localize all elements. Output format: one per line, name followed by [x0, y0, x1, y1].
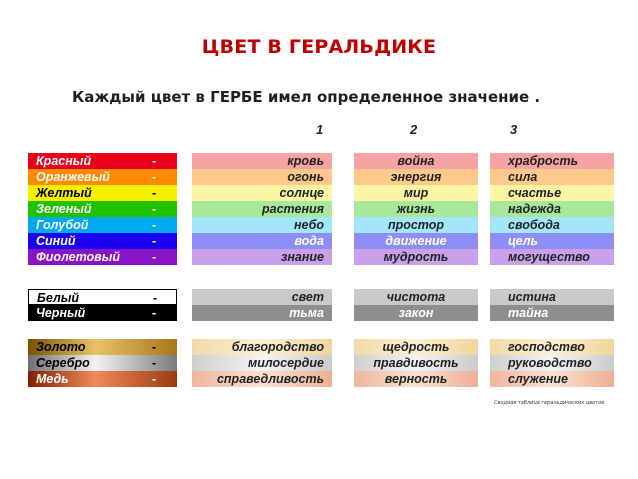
meaning-cell: свет	[192, 289, 332, 305]
color-name-label: Оранжевый	[36, 170, 110, 184]
group-1-color-name-column	[28, 153, 177, 265]
meaning-cell: жизнь	[354, 201, 478, 217]
color-name-label: Серебро	[36, 356, 90, 370]
color-name-label: Желтый	[36, 186, 92, 200]
meaning-cell: сила	[490, 169, 614, 185]
meaning-cell: кровь	[192, 153, 332, 169]
dash-separator: -	[152, 340, 157, 354]
meaning-cell: солнце	[192, 185, 332, 201]
meaning-cell: справедливость	[192, 371, 332, 387]
group-2-color-name-column	[28, 289, 177, 321]
meaning-cell: энергия	[354, 169, 478, 185]
meaning-cell: растения	[192, 201, 332, 217]
meaning-cell: тьма	[192, 305, 332, 321]
meaning-cell: милосердие	[192, 355, 332, 371]
meaning-cell: истина	[490, 289, 614, 305]
color-swatch	[28, 217, 177, 233]
dash-separator: -	[152, 250, 157, 264]
column-header-1: 1	[316, 122, 324, 137]
color-name-label: Синий	[36, 234, 76, 248]
dash-separator: -	[152, 306, 157, 320]
meaning-cell: простор	[354, 217, 478, 233]
color-name-label: Медь	[36, 372, 69, 386]
meaning-cell: могущество	[490, 249, 614, 265]
color-name-label: Золото	[36, 340, 86, 354]
group-3-meaning-3-column	[490, 339, 614, 387]
meaning-cell: щедрость	[354, 339, 478, 355]
dash-separator: -	[152, 372, 157, 386]
meaning-cell: небо	[192, 217, 332, 233]
meaning-cell: чистота	[354, 289, 478, 305]
meaning-cell: движение	[354, 233, 478, 249]
color-swatch	[28, 249, 177, 265]
meaning-cell: мир	[354, 185, 478, 201]
group-2-meaning-2-column	[354, 289, 478, 321]
meaning-cell: верность	[354, 371, 478, 387]
dash-separator: -	[153, 291, 158, 305]
meaning-cell: свобода	[490, 217, 614, 233]
dash-separator: -	[152, 234, 157, 248]
group-3-color-name-column	[28, 339, 177, 387]
meaning-cell: правдивость	[354, 355, 478, 371]
column-header-2: 2	[410, 122, 418, 137]
meaning-cell: огонь	[192, 169, 332, 185]
color-swatch	[28, 169, 177, 185]
group-1-meaning-3-column	[490, 153, 614, 265]
meaning-cell: счастье	[490, 185, 614, 201]
group-1-meaning-2-column	[354, 153, 478, 265]
color-name-label: Белый	[37, 291, 80, 305]
group-3-meaning-2-column	[354, 339, 478, 387]
color-name-label: Фиолетовый	[36, 250, 121, 264]
meaning-cell: знание	[192, 249, 332, 265]
group-1-meaning-1-column	[192, 153, 332, 265]
dash-separator: -	[152, 186, 157, 200]
dash-separator: -	[152, 170, 157, 184]
dash-separator: -	[152, 218, 157, 232]
color-swatch	[28, 305, 177, 321]
column-header-3: 3	[510, 122, 518, 137]
meaning-cell: храбрость	[490, 153, 614, 169]
color-swatch	[28, 339, 177, 355]
meaning-cell: благородство	[192, 339, 332, 355]
color-swatch	[28, 201, 177, 217]
color-swatch	[28, 371, 177, 387]
subtitle: Каждый цвет в ГЕРБЕ имел определенное значение .	[72, 88, 541, 106]
table-caption: Сводная таблица геральдических цветов	[494, 400, 605, 406]
color-name-label: Зеленый	[36, 202, 92, 216]
color-swatch	[28, 153, 177, 169]
color-swatch	[28, 185, 177, 201]
meaning-cell: цель	[490, 233, 614, 249]
meaning-cell: надежда	[490, 201, 614, 217]
dash-separator: -	[152, 356, 157, 370]
dash-separator: -	[152, 154, 157, 168]
color-name-label: Черный	[36, 306, 86, 320]
color-swatch	[28, 289, 177, 305]
color-name-label: Красный	[36, 154, 92, 168]
meaning-cell: мудрость	[354, 249, 478, 265]
group-2-meaning-3-column	[490, 289, 614, 321]
group-3-meaning-1-column	[192, 339, 332, 387]
page-title: ЦВЕТ В ГЕРАЛЬДИКЕ	[201, 36, 437, 58]
group-2-meaning-1-column	[192, 289, 332, 321]
color-swatch	[28, 355, 177, 371]
meaning-cell: тайна	[490, 305, 614, 321]
meaning-cell: закон	[354, 305, 478, 321]
meaning-cell: вода	[192, 233, 332, 249]
meaning-cell: руководство	[490, 355, 614, 371]
meaning-cell: служение	[490, 371, 614, 387]
meaning-cell: господство	[490, 339, 614, 355]
dash-separator: -	[152, 202, 157, 216]
meaning-cell: война	[354, 153, 478, 169]
color-swatch	[28, 233, 177, 249]
color-name-label: Голубой	[36, 218, 89, 232]
